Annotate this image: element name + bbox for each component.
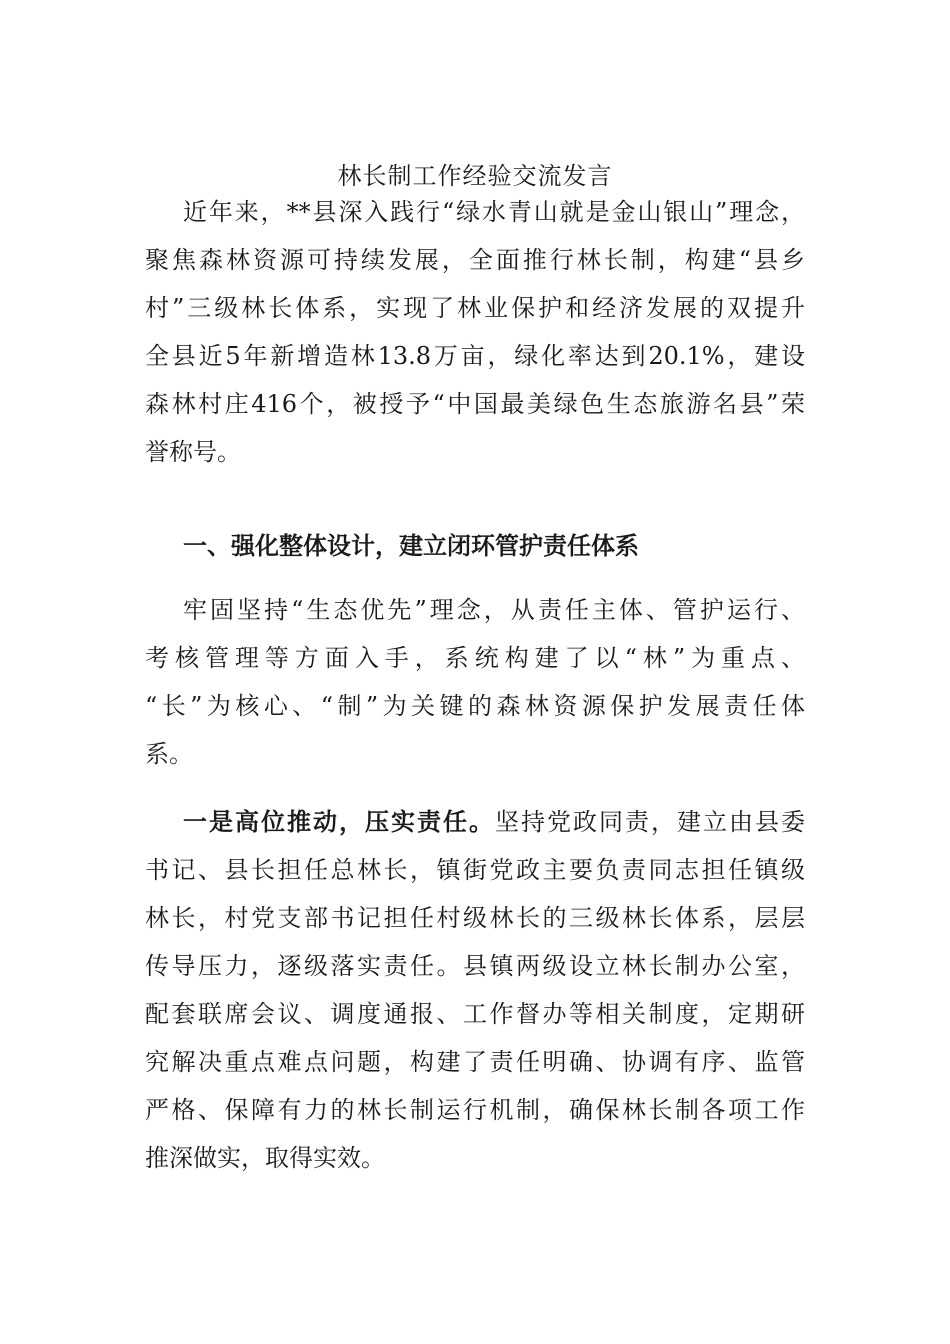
intro-line-1: 近年来，**县深入践行“绿水青山就是金山银山”理念， — [183, 198, 805, 226]
point1-line-5: 配套联席会议、调度通报、工作督办等相关制度，定期研 — [145, 1000, 805, 1028]
point1-line-7: 严格、保障有力的林长制运行机制，确保林长制各项工作 — [145, 1096, 805, 1124]
point1-line-2: 书记、县长担任总林长，镇街党政主要负责同志担任镇级 — [145, 856, 805, 884]
section1-line-2: 考核管理等方面入手，系统构建了以“林”为重点、 — [145, 644, 805, 672]
point1-line-1 — [183, 804, 805, 840]
intro-line-5: 森林村庄416个，被授予“中国最美绿色生态旅游名县”荣 — [145, 390, 805, 418]
point1-lead: 一是高位推动，压实责任。 — [183, 807, 495, 836]
point1-line-6: 究解决重点难点问题，构建了责任明确、协调有序、监管 — [145, 1048, 805, 1076]
document-title: 林长制工作经验交流发言 — [337, 162, 613, 190]
section1-line-1: 牢固坚持“生态优先”理念，从责任主体、管护运行、 — [183, 596, 805, 624]
section1-line-4: 系。 — [145, 740, 193, 768]
intro-line-2: 聚焦森林资源可持续发展，全面推行林长制，构建“县乡 — [145, 246, 805, 274]
point1-line-8: 推深做实，取得实效。 — [145, 1144, 385, 1172]
point1-line-1-text: 坚持党政同责，建立由县委 — [495, 808, 805, 836]
intro-line-3: 村”三级林长体系，实现了林业保护和经济发展的双提升 — [145, 294, 805, 322]
point1-line-4: 传导压力，逐级落实责任。县镇两级设立林长制办公室， — [145, 952, 805, 980]
point1-line-3: 林长，村党支部书记担任村级林长的三级林长体系，层层 — [145, 904, 805, 932]
intro-line-4: 全县近5年新增造林13.8万亩，绿化率达到20.1%，建设 — [145, 342, 805, 370]
section-heading: 一、强化整体设计，建立闭环管护责任体系 — [183, 531, 639, 560]
intro-line-6: 誉称号。 — [145, 438, 241, 466]
section1-line-3: “长”为核心、“制”为关键的森林资源保护发展责任体 — [145, 692, 805, 720]
